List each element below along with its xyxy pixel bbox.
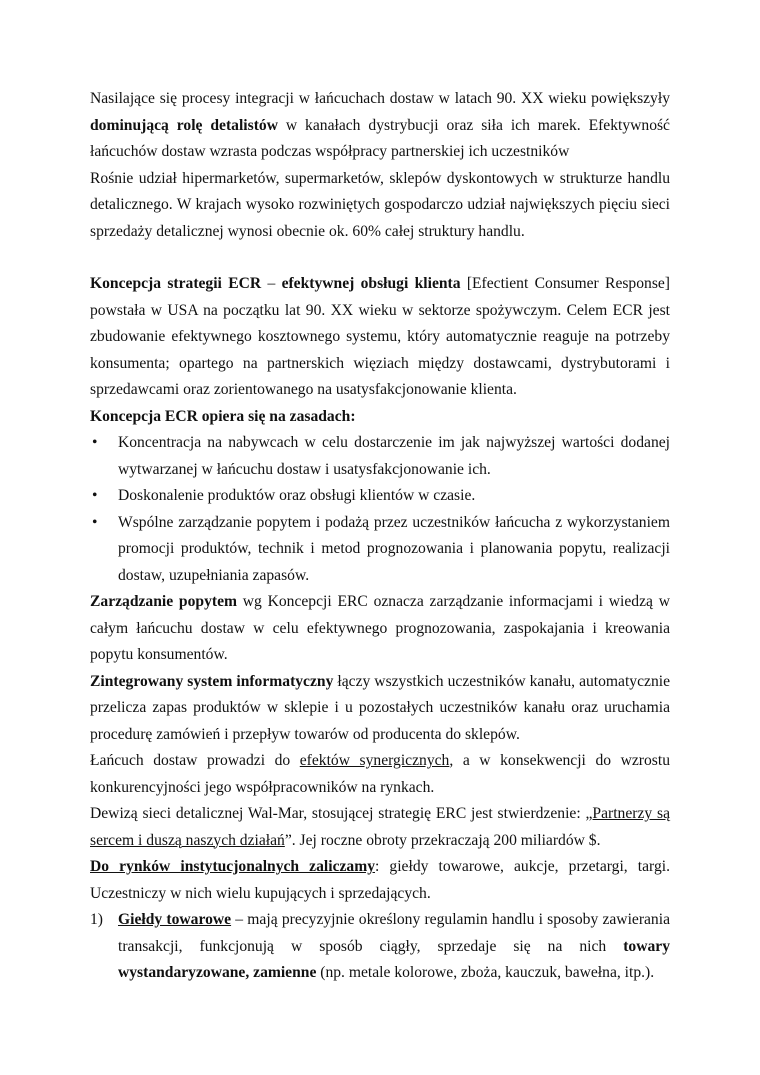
bold-phrase: towary wystandaryzowane, zamienne	[118, 937, 670, 981]
numbered-item	[90, 907, 670, 987]
paragraph-synergy	[90, 748, 670, 801]
bold-phrase: Zintegrowany system informatyczny	[90, 672, 334, 690]
paragraph-walmart-motto	[90, 801, 670, 854]
section-heading-ecr-principles	[90, 404, 670, 431]
bold-phrase: Zarządzanie popytem	[90, 593, 237, 610]
bullet-icon: •	[92, 434, 98, 451]
list-item	[90, 430, 670, 483]
bold-phrase: dominującą rolę detalistów	[90, 116, 278, 134]
paragraph-text: Nasilające się procesy integracji w łańcuchach dostaw w latach 90. XX wieku powiększyły	[90, 90, 670, 107]
paragraph-text: łączy wszystkich uczestników kanału, automatycznie przelicza zapas produktów w sklepie i u pozostałych uczestników kanału oraz uruchamia procedurę zamówień i przepływ towarów od producenta do sklepów.	[90, 672, 671, 743]
paragraph-retail-share: Rośnie udział hipermarketów, supermarketów, sklepów dyskontowych w strukturze handlu detalicznego. W krajach wysoko rozwiniętych gospodarczo udział największych pięciu sieci sprzedaży detalicznej wynosi obecnie ok. 60% całej struktury handlu.	[90, 169, 670, 240]
item-number: 1)	[90, 911, 103, 928]
underlined-quote: „Partnerzy są sercem i duszą naszych działań	[90, 805, 671, 849]
bullet-icon: •	[92, 487, 98, 504]
paragraph-spacer	[90, 245, 670, 271]
list-item	[90, 510, 670, 590]
paragraph-text: ”. Jej roczne obroty przekraczają 200 miliardów $.	[284, 831, 601, 849]
paragraph-text: –	[261, 275, 282, 292]
paragraph-institutional-markets	[90, 854, 670, 907]
paragraph-text: , a w konsekwencji do wzrostu konkurencyjności jego współpracowników na rynkach.	[90, 752, 670, 796]
bold-phrase: efektywnej obsługi klienta	[281, 275, 461, 292]
paragraph-text: (np. metale kolorowe, zboża, kauczuk, bawełna, itp.).	[316, 964, 655, 981]
paragraph-text: Łańcuch dostaw prowadzi do	[90, 752, 300, 769]
paragraph-text: – mają precyzyjnie określony regulamin handlu i sposoby zawierania transakcji, funkcjonują w sposób ciągły, sprzedaje się na nich	[118, 911, 670, 955]
numbered-list	[90, 907, 670, 987]
underlined-phrase: efektów synergicznych	[299, 752, 450, 769]
list-item-text: Doskonalenie produktów oraz obsługi klientów w czasie.	[118, 487, 476, 504]
bold-underlined-phrase: Giełdy towarowe	[118, 911, 232, 928]
paragraph-text: wg Koncepcji ERC oznacza zarządzanie informacjami i wiedzą w całym łańcuchu dostaw w celu efektywnego prognozowania, zaspokajania i kreowania popytu konsumentów.	[90, 593, 670, 663]
paragraph-demand-management	[90, 589, 670, 669]
paragraph-ecr-concept	[90, 271, 670, 404]
paragraph-text: [Efectient Consumer Response] powstała w USA na początku lat 90. XX wieku w sektorze spożywczym. Celem ECR jest zbudowanie efektywnego kosztownego systemu, który automatycznie reaguje na potrzeby konsumenta; opartego na partnerskich więziach między dostawcami, dystrybutorami i sprzedawcami oraz zorientowanego na usatysfakcjonowanie klienta.	[90, 275, 671, 398]
bullet-list	[90, 430, 670, 589]
bold-underlined-phrase: Do rynków instytucjonalnych zaliczamy	[90, 858, 375, 875]
paragraph-text: : giełdy towarowe, aukcje, przetargi, targi. Uczestniczy w nich wielu kupujących i sprzedających.	[90, 858, 670, 902]
list-item-text: Wspólne zarządzanie popytem i podażą przez uczestników łańcucha z wykorzystaniem promocji produktów, technik i metod prognozowania i planowania popytu, realizacji dostaw, uzupełniania zapasów.	[118, 513, 670, 584]
list-item-text: Koncentracja na nabywcach w celu dostarczenie im jak najwyższej wartości dodanej wytwarzanej w łańcuchu dostaw i usatysfakcjonowanie ich.	[118, 434, 670, 478]
paragraph-text: Dewizą sieci detalicznej Wal-Mar, stosującej strategię ERC jest stwierdzenie:	[90, 805, 586, 822]
paragraph-text: w kanałach dystrybucji oraz siła ich marek. Efektywność łańcuchów dostaw wzrasta podczas współpracy partnerskiej ich uczestników	[90, 116, 670, 160]
paragraph-integration	[90, 86, 670, 166]
bold-phrase: Koncepcja strategii ECR	[90, 275, 262, 292]
paragraph-integrated-system	[90, 669, 670, 749]
list-item	[90, 483, 670, 510]
bullet-icon: •	[92, 513, 98, 531]
bold-phrase: Koncepcja ECR opiera się na zasadach:	[90, 407, 356, 425]
